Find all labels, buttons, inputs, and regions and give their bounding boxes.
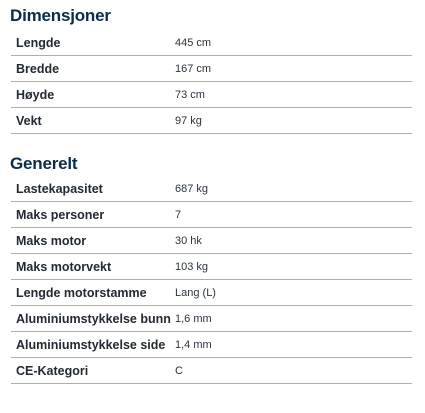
row-value: 1,4 mm xyxy=(175,338,212,351)
row-value: 445 cm xyxy=(175,36,212,49)
row-label: CE-Kategori xyxy=(16,363,89,378)
table-row xyxy=(11,202,412,228)
row-label: Høyde xyxy=(16,87,55,102)
table-row xyxy=(11,332,412,358)
table-row xyxy=(11,306,412,332)
table-row xyxy=(11,30,412,56)
table-row xyxy=(11,358,412,384)
general-section xyxy=(10,154,415,384)
row-value: 73 cm xyxy=(175,88,205,101)
general-table xyxy=(11,176,412,384)
row-value: 103 kg xyxy=(175,260,209,273)
table-row xyxy=(11,254,412,280)
table-row xyxy=(11,82,412,108)
row-label: Bredde xyxy=(16,61,60,76)
section-heading-generelt: Generelt xyxy=(10,154,78,173)
table-row xyxy=(11,108,412,134)
section-heading-dimensjoner: Dimensjoner xyxy=(10,6,111,25)
row-label: Aluminiumstykkelse side xyxy=(16,337,166,352)
row-label: Aluminiumstykkelse bunn xyxy=(16,311,171,326)
row-value: 687 kg xyxy=(175,182,209,195)
row-label: Maks motor xyxy=(16,233,87,248)
row-label: Lastekapasitet xyxy=(16,181,103,196)
row-label: Maks motorvekt xyxy=(16,259,112,274)
row-label: Maks personer xyxy=(16,207,105,222)
row-value: 1,6 mm xyxy=(175,312,212,325)
dimensions-section xyxy=(10,0,415,134)
row-value: 97 kg xyxy=(175,114,202,127)
row-value: 167 cm xyxy=(175,62,212,75)
table-row xyxy=(11,228,412,254)
row-value: 7 xyxy=(175,208,182,221)
row-value: 30 hk xyxy=(175,234,202,247)
table-row xyxy=(11,280,412,306)
row-value: Lang (L) xyxy=(175,286,216,299)
row-label: Vekt xyxy=(16,113,42,128)
table-row xyxy=(11,176,412,202)
row-label: Lengde motorstamme xyxy=(16,285,147,300)
row-value: C xyxy=(175,364,183,377)
row-label: Lengde xyxy=(16,35,61,50)
dimensions-table xyxy=(11,30,412,134)
table-row xyxy=(11,56,412,82)
